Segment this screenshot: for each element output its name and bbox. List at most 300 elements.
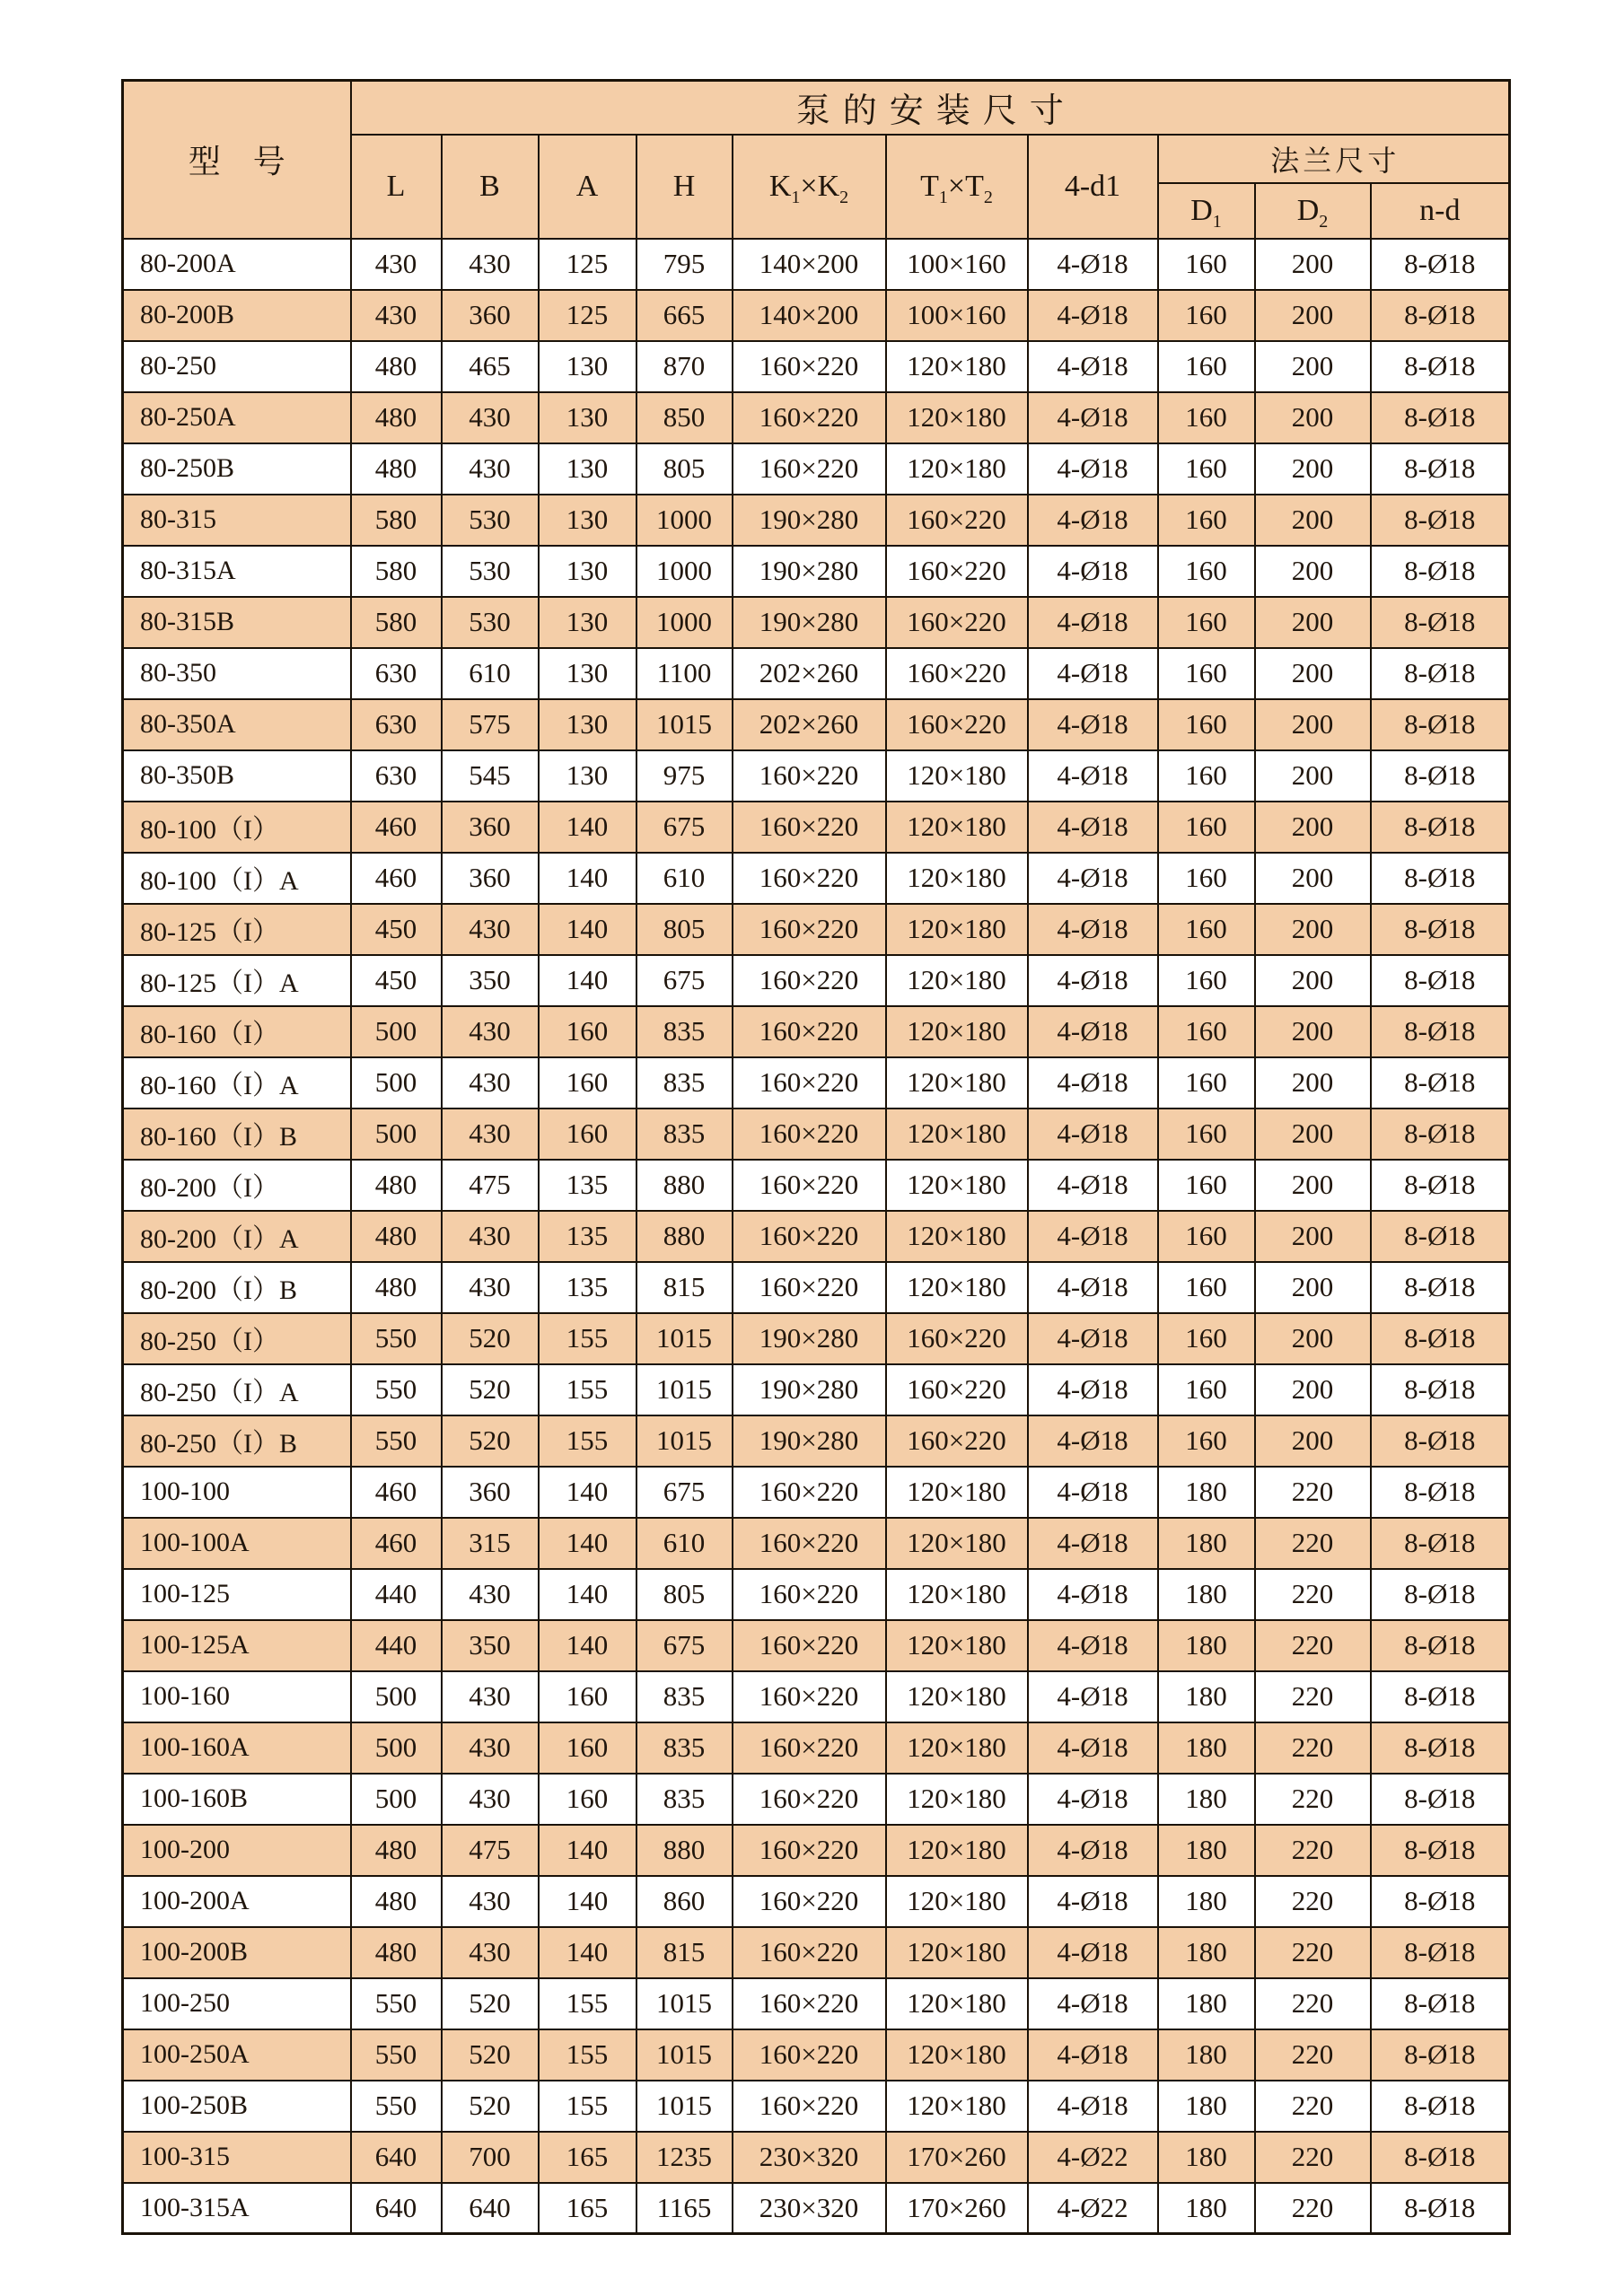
value-cell: 4-Ø18	[1028, 290, 1158, 341]
value-cell: 200	[1255, 290, 1371, 341]
value-cell: 160	[539, 1057, 636, 1109]
value-cell: 4-Ø18	[1028, 1825, 1158, 1876]
col-header-D1	[1158, 183, 1255, 239]
model-cell: 80-100（I）A	[123, 853, 351, 904]
col-header-T1xT2	[886, 135, 1028, 239]
value-cell: 500	[351, 1109, 442, 1160]
table-row	[123, 1620, 1510, 1671]
table-row	[123, 955, 1510, 1006]
value-cell: 835	[636, 1722, 733, 1774]
value-cell: 665	[636, 290, 733, 341]
value-cell: 1000	[636, 495, 733, 546]
model-column-header: 型 号	[123, 81, 351, 239]
value-cell: 4-Ø18	[1028, 750, 1158, 802]
table-header	[123, 81, 1510, 239]
value-cell: 520	[442, 1978, 539, 2029]
value-cell: 120×180	[886, 802, 1028, 853]
value-cell: 160×220	[733, 1467, 886, 1518]
value-cell: 460	[351, 853, 442, 904]
value-cell: 4-Ø18	[1028, 1978, 1158, 2029]
k1xk2-label: $K_1\times K_2$	[768, 169, 849, 207]
value-cell: 430	[442, 1211, 539, 1262]
value-cell: 360	[442, 802, 539, 853]
value-cell: 8-Ø18	[1371, 1774, 1510, 1825]
value-cell: 700	[442, 2132, 539, 2183]
value-cell: 155	[539, 2029, 636, 2081]
value-cell: 160×220	[886, 1313, 1028, 1364]
value-cell: 480	[351, 392, 442, 443]
value-cell: 160×220	[733, 341, 886, 392]
model-cell: 80-200（I）A	[123, 1211, 351, 1262]
value-cell: 180	[1158, 2183, 1255, 2234]
value-cell: 160	[539, 1006, 636, 1057]
value-cell: 4-Ø18	[1028, 546, 1158, 597]
value-cell: 155	[539, 1978, 636, 2029]
value-cell: 8-Ø18	[1371, 239, 1510, 290]
value-cell: 360	[442, 853, 539, 904]
value-cell: 180	[1158, 1825, 1255, 1876]
value-cell: 190×280	[733, 597, 886, 648]
value-cell: 1015	[636, 1364, 733, 1415]
value-cell: 610	[636, 853, 733, 904]
value-cell: 160	[539, 1109, 636, 1160]
value-cell: 480	[351, 443, 442, 495]
value-cell: 4-Ø22	[1028, 2132, 1158, 2183]
model-cell: 100-100	[123, 1467, 351, 1518]
value-cell: 160×220	[733, 802, 886, 853]
value-cell: 805	[636, 904, 733, 955]
value-cell: 575	[442, 699, 539, 750]
value-cell: 180	[1158, 1978, 1255, 2029]
value-cell: 160	[1158, 290, 1255, 341]
value-cell: 4-Ø18	[1028, 2029, 1158, 2081]
value-cell: 160	[539, 1774, 636, 1825]
value-cell: 120×180	[886, 904, 1028, 955]
value-cell: 230×320	[733, 2183, 886, 2234]
table-row	[123, 2029, 1510, 2081]
table-row	[123, 750, 1510, 802]
table-row	[123, 546, 1510, 597]
value-cell: 8-Ø18	[1371, 853, 1510, 904]
value-cell: 130	[539, 495, 636, 546]
value-cell: 815	[636, 1927, 733, 1978]
value-cell: 4-Ø18	[1028, 1927, 1158, 1978]
value-cell: 430	[442, 239, 539, 290]
model-cell: 100-315A	[123, 2183, 351, 2234]
value-cell: 135	[539, 1262, 636, 1313]
value-cell: 190×280	[733, 1313, 886, 1364]
value-cell: 160	[539, 1671, 636, 1722]
model-cell: 80-100（I）	[123, 802, 351, 853]
value-cell: 130	[539, 699, 636, 750]
model-cell: 100-250A	[123, 2029, 351, 2081]
value-cell: 4-Ø18	[1028, 1876, 1158, 1927]
table-row	[123, 1569, 1510, 1620]
value-cell: 220	[1255, 1927, 1371, 1978]
value-cell: 675	[636, 1620, 733, 1671]
value-cell: 450	[351, 955, 442, 1006]
value-cell: 860	[636, 1876, 733, 1927]
value-cell: 120×180	[886, 1825, 1028, 1876]
value-cell: 450	[351, 904, 442, 955]
value-cell: 1235	[636, 2132, 733, 2183]
value-cell: 580	[351, 597, 442, 648]
value-cell: 475	[442, 1825, 539, 1876]
value-cell: 8-Ø18	[1371, 699, 1510, 750]
value-cell: 130	[539, 597, 636, 648]
value-cell: 160×220	[886, 699, 1028, 750]
value-cell: 160×220	[733, 1774, 886, 1825]
value-cell: 500	[351, 1774, 442, 1825]
model-cell: 80-160（I）	[123, 1006, 351, 1057]
value-cell: 200	[1255, 341, 1371, 392]
table-row	[123, 1364, 1510, 1415]
value-cell: 160	[1158, 1211, 1255, 1262]
table-row	[123, 1774, 1510, 1825]
value-cell: 200	[1255, 904, 1371, 955]
value-cell: 550	[351, 1364, 442, 1415]
col-header-A: A	[539, 135, 636, 239]
value-cell: 180	[1158, 1876, 1255, 1927]
value-cell: 520	[442, 1313, 539, 1364]
value-cell: 160	[1158, 1006, 1255, 1057]
value-cell: 675	[636, 955, 733, 1006]
value-cell: 170×260	[886, 2183, 1028, 2234]
value-cell: 675	[636, 802, 733, 853]
value-cell: 155	[539, 1313, 636, 1364]
value-cell: 100×160	[886, 239, 1028, 290]
value-cell: 1015	[636, 1978, 733, 2029]
value-cell: 140	[539, 1467, 636, 1518]
value-cell: 130	[539, 750, 636, 802]
value-cell: 220	[1255, 1620, 1371, 1671]
table-row	[123, 1313, 1510, 1364]
col-header-4-d1: 4-d1	[1028, 135, 1158, 239]
value-cell: 140	[539, 1569, 636, 1620]
value-cell: 880	[636, 1825, 733, 1876]
value-cell: 160×220	[733, 1211, 886, 1262]
table-row	[123, 1262, 1510, 1313]
value-cell: 350	[442, 955, 539, 1006]
value-cell: 160×220	[733, 1262, 886, 1313]
value-cell: 550	[351, 1313, 442, 1364]
value-cell: 120×180	[886, 2081, 1028, 2132]
value-cell: 8-Ø18	[1371, 1109, 1510, 1160]
model-cell: 80-350	[123, 648, 351, 699]
value-cell: 430	[351, 239, 442, 290]
value-cell: 500	[351, 1722, 442, 1774]
value-cell: 160×220	[886, 648, 1028, 699]
value-cell: 8-Ø18	[1371, 290, 1510, 341]
value-cell: 8-Ø18	[1371, 1006, 1510, 1057]
value-cell: 500	[351, 1006, 442, 1057]
value-cell: 8-Ø18	[1371, 2029, 1510, 2081]
value-cell: 4-Ø18	[1028, 1109, 1158, 1160]
value-cell: 4-Ø18	[1028, 1364, 1158, 1415]
value-cell: 200	[1255, 1109, 1371, 1160]
table-row	[123, 341, 1510, 392]
value-cell: 135	[539, 1211, 636, 1262]
value-cell: 180	[1158, 1774, 1255, 1825]
value-cell: 120×180	[886, 1671, 1028, 1722]
model-cell: 80-200A	[123, 239, 351, 290]
value-cell: 360	[442, 290, 539, 341]
value-cell: 155	[539, 1364, 636, 1415]
value-cell: 120×180	[886, 1774, 1028, 1825]
value-cell: 160	[539, 1722, 636, 1774]
model-cell: 80-200（I）	[123, 1160, 351, 1211]
value-cell: 430	[442, 1006, 539, 1057]
value-cell: 160×220	[733, 1109, 886, 1160]
model-cell: 80-315	[123, 495, 351, 546]
value-cell: 190×280	[733, 495, 886, 546]
value-cell: 350	[442, 1620, 539, 1671]
value-cell: 220	[1255, 1569, 1371, 1620]
value-cell: 180	[1158, 2132, 1255, 2183]
value-cell: 835	[636, 1774, 733, 1825]
value-cell: 160×220	[886, 546, 1028, 597]
value-cell: 640	[351, 2132, 442, 2183]
value-cell: 220	[1255, 1774, 1371, 1825]
value-cell: 8-Ø18	[1371, 802, 1510, 853]
value-cell: 120×180	[886, 1109, 1028, 1160]
value-cell: 160×220	[733, 750, 886, 802]
model-cell: 80-160（I）B	[123, 1109, 351, 1160]
value-cell: 480	[351, 1825, 442, 1876]
table-row	[123, 1160, 1510, 1211]
value-cell: 805	[636, 443, 733, 495]
value-cell: 230×320	[733, 2132, 886, 2183]
value-cell: 630	[351, 699, 442, 750]
value-cell: 8-Ø18	[1371, 1467, 1510, 1518]
value-cell: 160	[1158, 392, 1255, 443]
value-cell: 430	[442, 1722, 539, 1774]
value-cell: 160	[1158, 1364, 1255, 1415]
value-cell: 835	[636, 1671, 733, 1722]
table-row	[123, 1057, 1510, 1109]
model-cell: 80-200B	[123, 290, 351, 341]
value-cell: 580	[351, 546, 442, 597]
value-cell: 130	[539, 443, 636, 495]
value-cell: 202×260	[733, 699, 886, 750]
value-cell: 1015	[636, 1415, 733, 1467]
value-cell: 220	[1255, 1825, 1371, 1876]
value-cell: 165	[539, 2132, 636, 2183]
value-cell: 190×280	[733, 546, 886, 597]
value-cell: 8-Ø18	[1371, 1057, 1510, 1109]
value-cell: 120×180	[886, 443, 1028, 495]
value-cell: 675	[636, 1467, 733, 1518]
value-cell: 8-Ø18	[1371, 1978, 1510, 2029]
value-cell: 8-Ø18	[1371, 955, 1510, 1006]
value-cell: 160	[1158, 1262, 1255, 1313]
value-cell: 465	[442, 341, 539, 392]
value-cell: 120×180	[886, 1211, 1028, 1262]
value-cell: 120×180	[886, 392, 1028, 443]
value-cell: 430	[442, 904, 539, 955]
model-cell: 80-250（I）	[123, 1313, 351, 1364]
value-cell: 835	[636, 1057, 733, 1109]
value-cell: 8-Ø18	[1371, 1927, 1510, 1978]
value-cell: 480	[351, 1876, 442, 1927]
value-cell: 4-Ø18	[1028, 1620, 1158, 1671]
value-cell: 430	[442, 392, 539, 443]
value-cell: 200	[1255, 853, 1371, 904]
value-cell: 160×220	[733, 1518, 886, 1569]
table-row	[123, 239, 1510, 290]
table-row	[123, 290, 1510, 341]
value-cell: 120×180	[886, 1978, 1028, 2029]
value-cell: 4-Ø18	[1028, 392, 1158, 443]
table-row	[123, 2183, 1510, 2234]
value-cell: 200	[1255, 1262, 1371, 1313]
value-cell: 160×220	[733, 1876, 886, 1927]
value-cell: 140	[539, 853, 636, 904]
table-body	[123, 239, 1510, 2234]
value-cell: 4-Ø18	[1028, 443, 1158, 495]
value-cell: 130	[539, 648, 636, 699]
value-cell: 520	[442, 1415, 539, 1467]
model-cell: 100-200	[123, 1825, 351, 1876]
value-cell: 200	[1255, 1211, 1371, 1262]
value-cell: 4-Ø18	[1028, 1006, 1158, 1057]
value-cell: 160×220	[733, 1722, 886, 1774]
value-cell: 4-Ø18	[1028, 699, 1158, 750]
value-cell: 160	[1158, 1109, 1255, 1160]
value-cell: 160	[1158, 341, 1255, 392]
value-cell: 4-Ø18	[1028, 2081, 1158, 2132]
value-cell: 160×220	[733, 1671, 886, 1722]
flange-header: 法兰尺寸	[1158, 135, 1510, 183]
value-cell: 550	[351, 2081, 442, 2132]
col-header-B: B	[442, 135, 539, 239]
value-cell: 120×180	[886, 1160, 1028, 1211]
value-cell: 160×220	[733, 392, 886, 443]
value-cell: 4-Ø18	[1028, 1160, 1158, 1211]
col-header-L: L	[351, 135, 442, 239]
value-cell: 4-Ø18	[1028, 1313, 1158, 1364]
value-cell: 8-Ø18	[1371, 1211, 1510, 1262]
value-cell: 475	[442, 1160, 539, 1211]
value-cell: 520	[442, 2081, 539, 2132]
value-cell: 200	[1255, 1057, 1371, 1109]
value-cell: 550	[351, 1415, 442, 1467]
value-cell: 4-Ø18	[1028, 1057, 1158, 1109]
value-cell: 160	[1158, 1057, 1255, 1109]
value-cell: 815	[636, 1262, 733, 1313]
value-cell: 160×220	[733, 853, 886, 904]
value-cell: 8-Ø18	[1371, 443, 1510, 495]
value-cell: 8-Ø18	[1371, 597, 1510, 648]
table-row	[123, 1006, 1510, 1057]
model-cell: 100-200B	[123, 1927, 351, 1978]
col-header-D2	[1255, 183, 1371, 239]
model-cell: 80-350B	[123, 750, 351, 802]
value-cell: 500	[351, 1671, 442, 1722]
value-cell: 200	[1255, 1364, 1371, 1415]
value-cell: 8-Ø18	[1371, 1262, 1510, 1313]
value-cell: 430	[442, 1262, 539, 1313]
value-cell: 180	[1158, 1467, 1255, 1518]
value-cell: 160×220	[886, 495, 1028, 546]
value-cell: 8-Ø18	[1371, 392, 1510, 443]
value-cell: 480	[351, 1211, 442, 1262]
value-cell: 4-Ø18	[1028, 1722, 1158, 1774]
value-cell: 165	[539, 2183, 636, 2234]
table-row	[123, 699, 1510, 750]
value-cell: 8-Ø18	[1371, 1313, 1510, 1364]
value-cell: 4-Ø18	[1028, 495, 1158, 546]
value-cell: 480	[351, 1160, 442, 1211]
value-cell: 140	[539, 1620, 636, 1671]
value-cell: 160	[1158, 546, 1255, 597]
value-cell: 200	[1255, 392, 1371, 443]
value-cell: 180	[1158, 1569, 1255, 1620]
value-cell: 440	[351, 1620, 442, 1671]
d1-label: $D_1$	[1190, 193, 1222, 232]
model-cell: 80-125（I）A	[123, 955, 351, 1006]
value-cell: 160×220	[733, 2029, 886, 2081]
value-cell: 430	[442, 1774, 539, 1825]
value-cell: 360	[442, 1467, 539, 1518]
model-cell: 80-250	[123, 341, 351, 392]
model-cell: 80-160（I）A	[123, 1057, 351, 1109]
model-cell: 100-160	[123, 1671, 351, 1722]
value-cell: 160×220	[733, 2081, 886, 2132]
value-cell: 202×260	[733, 648, 886, 699]
value-cell: 220	[1255, 1722, 1371, 1774]
value-cell: 8-Ø18	[1371, 2081, 1510, 2132]
value-cell: 1000	[636, 597, 733, 648]
value-cell: 835	[636, 1109, 733, 1160]
value-cell: 160	[1158, 853, 1255, 904]
value-cell: 8-Ø18	[1371, 495, 1510, 546]
value-cell: 160	[1158, 648, 1255, 699]
value-cell: 120×180	[886, 955, 1028, 1006]
table-row	[123, 1211, 1510, 1262]
value-cell: 140×200	[733, 290, 886, 341]
table-row	[123, 443, 1510, 495]
table-row	[123, 2132, 1510, 2183]
value-cell: 160×220	[886, 1415, 1028, 1467]
value-cell: 180	[1158, 1620, 1255, 1671]
value-cell: 200	[1255, 443, 1371, 495]
value-cell: 160×220	[733, 1057, 886, 1109]
table-row	[123, 2081, 1510, 2132]
value-cell: 4-Ø18	[1028, 341, 1158, 392]
d2-label: $D_2$	[1296, 193, 1329, 232]
value-cell: 160	[1158, 904, 1255, 955]
value-cell: 160	[1158, 443, 1255, 495]
value-cell: 520	[442, 2029, 539, 2081]
value-cell: 160	[1158, 1160, 1255, 1211]
value-cell: 4-Ø18	[1028, 1211, 1158, 1262]
value-cell: 120×180	[886, 1518, 1028, 1569]
value-cell: 4-Ø18	[1028, 802, 1158, 853]
value-cell: 140	[539, 1825, 636, 1876]
value-cell: 8-Ø18	[1371, 546, 1510, 597]
value-cell: 160	[1158, 1415, 1255, 1467]
value-cell: 8-Ø18	[1371, 341, 1510, 392]
value-cell: 8-Ø18	[1371, 1825, 1510, 1876]
value-cell: 1165	[636, 2183, 733, 2234]
value-cell: 1015	[636, 2081, 733, 2132]
value-cell: 630	[351, 750, 442, 802]
value-cell: 125	[539, 290, 636, 341]
value-cell: 220	[1255, 2183, 1371, 2234]
value-cell: 520	[442, 1364, 539, 1415]
model-cell: 100-100A	[123, 1518, 351, 1569]
